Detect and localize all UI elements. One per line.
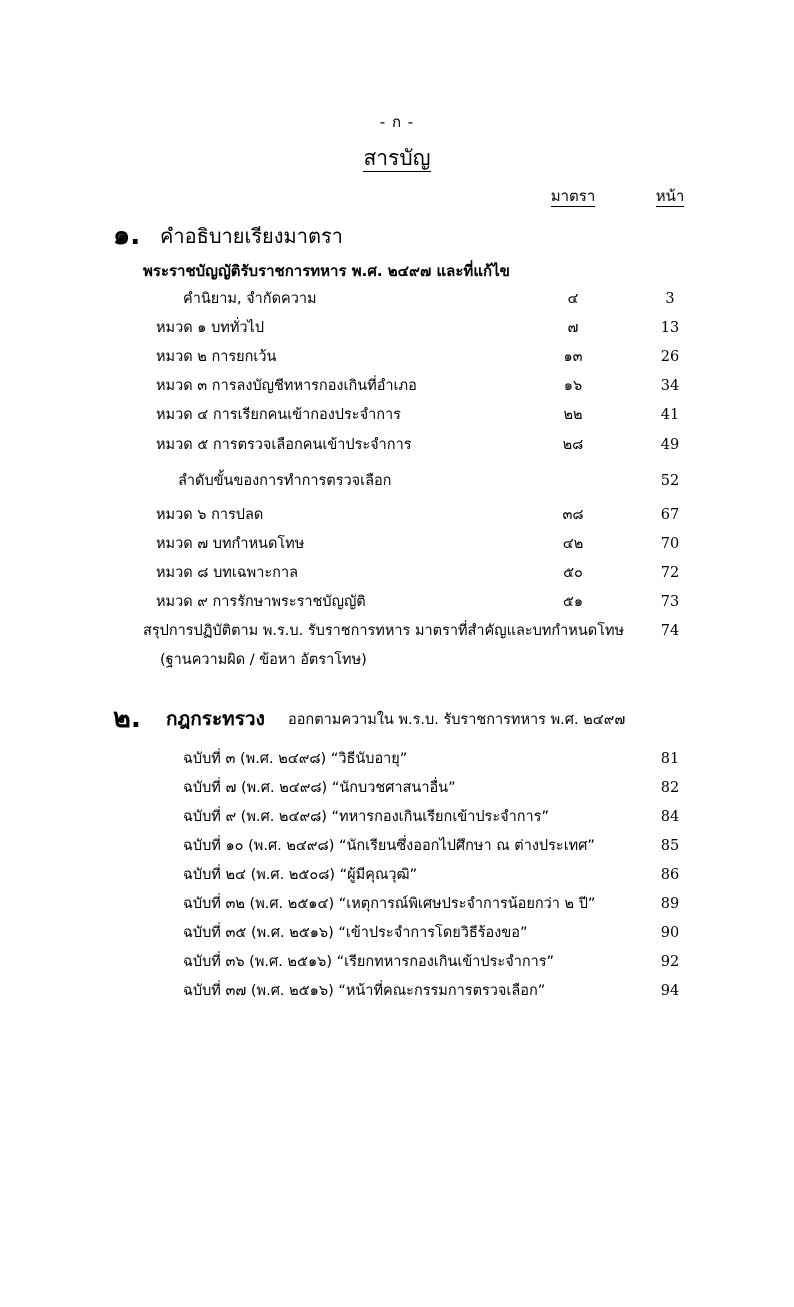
toc-entry[interactable] (0, 980, 794, 1002)
toc-entry-page: 82 (660, 780, 680, 796)
toc-entry-label: คำนิยาม, จำกัดความ (183, 291, 317, 307)
toc-summary-page: 74 (660, 623, 680, 639)
toc-entry-label: หมวด ๙ การรักษาพระราชบัญญัติ (156, 594, 366, 610)
toc-entry[interactable] (0, 864, 794, 886)
toc-entry-page: 90 (660, 925, 680, 941)
toc-entry-page: 67 (660, 507, 680, 523)
toc-entry[interactable] (0, 748, 794, 770)
toc-entry-page: 70 (660, 536, 680, 552)
toc-entry-page: 72 (660, 565, 680, 581)
toc-entry-page: 86 (660, 867, 680, 883)
toc-entry-page: 89 (660, 896, 680, 912)
toc-entry-page: 52 (660, 473, 680, 489)
toc-entry-page: 85 (660, 838, 680, 854)
section-number-1: ๑. (113, 220, 141, 251)
toc-entry-label: ฉบับที่ ๑๐ (พ.ศ. ๒๔๙๘) “นักเรียนซึ่งออกไปศึกษา ณ ต่างประเทศ” (183, 838, 595, 854)
toc-entry-article: ๓๘ (562, 507, 584, 523)
toc-entry-label: หมวด ๕ การตรวจเลือกคนเข้าประจำการ (156, 437, 412, 453)
section-title-2: กฎกระทรวง (166, 708, 265, 730)
toc-entry-article: ๔ (567, 291, 579, 307)
toc-entry-article: ๑๖ (563, 378, 583, 394)
toc-entry-page: 3 (665, 291, 675, 307)
toc-entry-label: ฉบับที่ ๓๖ (พ.ศ. ๒๕๑๖) “เรียกทหารกองเกินเข้าประจำการ” (183, 954, 555, 970)
toc-entry-label: หมวด ๔ การเรียกคนเข้ากองประจำการ (156, 407, 401, 423)
section-title-1: คำอธิบายเรียงมาตรา (160, 224, 343, 248)
toc-entry-label: ฉบับที่ ๓ (พ.ศ. ๒๔๙๘) “วิธีนับอายุ” (183, 751, 408, 767)
toc-entry-label: หมวด ๗ บทกำหนดโทษ (156, 536, 305, 552)
toc-entry-page: 34 (660, 378, 680, 394)
toc-entry-article: ๕๐ (563, 565, 583, 581)
column-header-page-text: หน้า (655, 187, 685, 205)
toc-entry-page: 49 (660, 437, 680, 453)
toc-entry-page: 94 (660, 983, 680, 999)
toc-entry-label: ฉบับที่ ๓๕ (พ.ศ. ๒๕๑๖) “เข้าประจำการโดยวิธีร้องขอ” (183, 925, 528, 941)
toc-entry-article: ๔๒ (562, 536, 584, 552)
toc-entry-article: ๒๘ (562, 437, 584, 453)
toc-entry-label: หมวด ๘ บทเฉพาะกาล (156, 565, 298, 581)
toc-entry-label: ลำดับขั้นของการทำการตรวจเลือก (178, 473, 392, 489)
toc-entry-article: ๒๒ (563, 407, 583, 423)
toc-entry-label: ฉบับที่ ๗ (พ.ศ. ๒๔๙๘) “นักบวชศาสนาอื่น” (183, 780, 456, 796)
toc-entry-page: 13 (660, 320, 680, 336)
section-number-2: ๒. (113, 703, 142, 734)
toc-entry[interactable] (0, 835, 794, 857)
toc-entry-page: 84 (660, 809, 680, 825)
toc-entry-page: 41 (660, 407, 680, 423)
toc-entry-page: 92 (660, 954, 680, 970)
toc-entry-article: ๗ (567, 320, 579, 336)
section-subtitle-2: ออกตามความใน พ.ร.บ. รับราชการทหาร พ.ศ. ๒๔๙๗ (288, 712, 626, 728)
toc-summary-label: สรุปการปฏิบัติตาม พ.ร.บ. รับราชการทหาร มาตราที่สำคัญและบทกำหนดโทษ (143, 623, 625, 639)
toc-entry[interactable] (0, 951, 794, 973)
toc-entry-label: ฉบับที่ ๓๗ (พ.ศ. ๒๕๑๖) “หน้าที่คณะกรรมการตรวจเลือก” (183, 983, 546, 999)
toc-entry-page: 26 (660, 349, 680, 365)
toc-entry-page: 73 (660, 594, 680, 610)
toc-entry-label: ฉบับที่ ๓๒ (พ.ศ. ๒๕๑๔) “เหตุการณ์พิเศษประจำการน้อยกว่า ๒ ปี” (183, 896, 596, 912)
toc-entry-article: ๕๑ (562, 594, 584, 610)
toc-entry[interactable] (0, 777, 794, 799)
act-title: พระราชบัญญัติรับราชการทหาร พ.ศ. ๒๔๙๗ และที่แก้ไข (143, 262, 510, 280)
toc-summary-subtext: (ฐานความผิด / ข้อหา อัตราโทษ) (160, 652, 367, 668)
toc-entry-label: ฉบับที่ ๙ (พ.ศ. ๒๔๙๘) “ทหารกองเกินเรียกเข้าประจำการ” (183, 809, 549, 825)
column-header-article-text: มาตรา (550, 187, 596, 205)
toc-entry-label: หมวด ๑ บททั่วไป (156, 320, 265, 336)
toc-entry-label: หมวด ๖ การปลด (156, 507, 264, 523)
toc-entry[interactable] (0, 922, 794, 944)
toc-entry[interactable] (0, 893, 794, 915)
toc-entry-page: 81 (660, 751, 680, 767)
toc-entry-article: ๑๓ (563, 349, 583, 365)
page-title-text: สารบัญ (363, 146, 431, 170)
toc-entry[interactable] (0, 806, 794, 828)
toc-entry-label: ฉบับที่ ๒๔ (พ.ศ. ๒๕๐๘) “ผู้มีคุณวุฒิ” (183, 867, 418, 883)
page-folio: - ก - (379, 113, 415, 131)
toc-entry-label: หมวด ๓ การลงบัญชีทหารกองเกินที่อำเภอ (156, 378, 417, 394)
toc-entry-label: หมวด ๒ การยกเว้น (156, 349, 277, 365)
